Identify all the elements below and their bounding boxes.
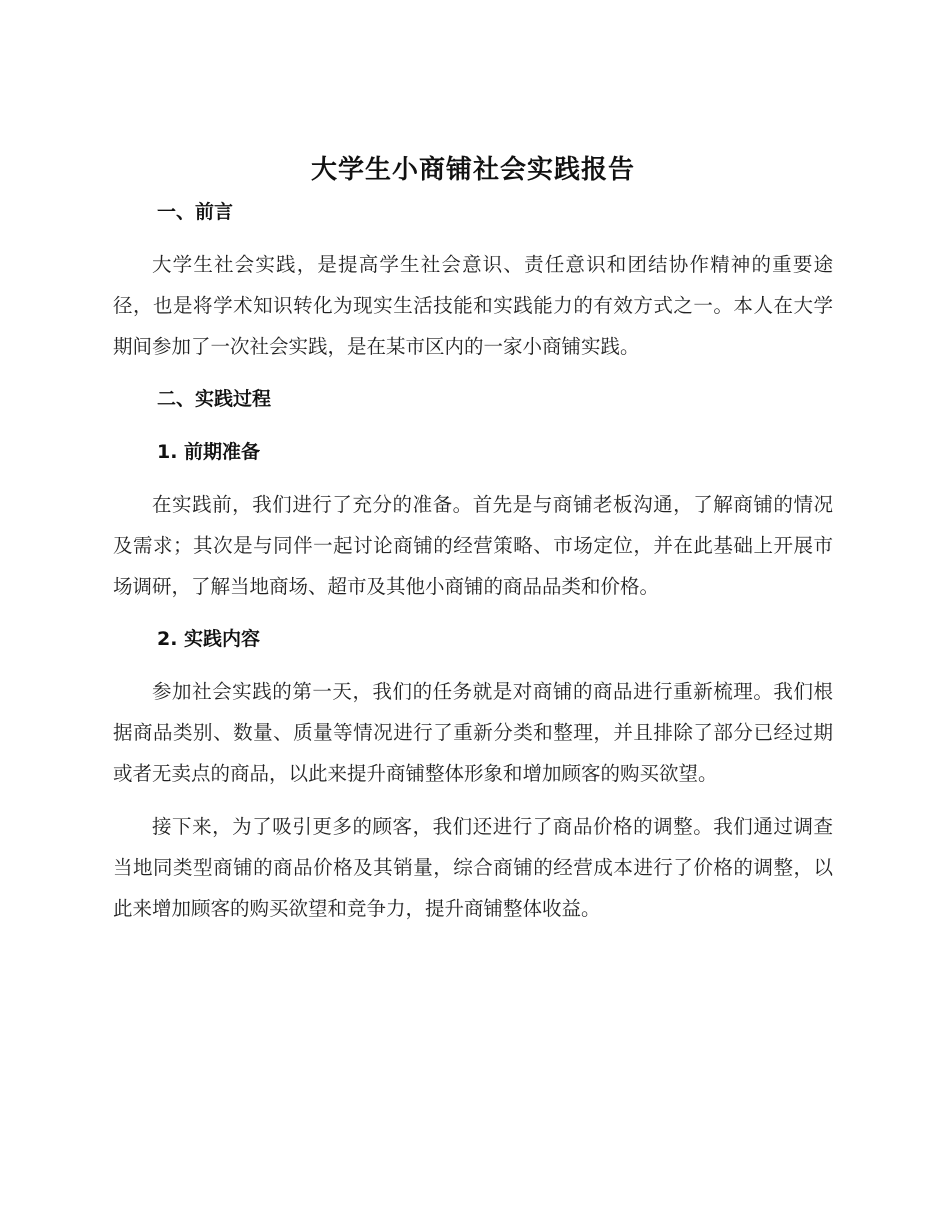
paragraph-content-2: 接下来，为了吸引更多的顾客，我们还进行了商品价格的调整。我们通过调查当地同类型商铺的商品价格及其销量，综合商铺的经营成本进行了价格的调整，以此来增加顾客的购买欲望和竞争力，提升商铺整体收益。: [113, 815, 833, 920]
subsection-heading-preparation: 1. 前期准备: [157, 441, 261, 463]
document-title: 大学生小商铺社会实践报告: [310, 155, 635, 185]
paragraph-preparation: 在实践前，我们进行了充分的准备。首先是与商铺老板沟通，了解商铺的情况及需求；其次是与同伴一起讨论商铺的经营策略、市场定位，并在此基础上开展市场调研，了解当地商场、超市及其他小商铺的商品品类和价格。: [113, 493, 833, 598]
paragraph-preface: 大学生社会实践，是提高学生社会意识、责任意识和团结协作精神的重要途径，也是将学术知识转化为现实生活技能和实践能力的有效方式之一。本人在大学期间参加了一次社会实践，是在某市区内的一家小商铺实践。: [113, 253, 833, 358]
section-heading-preface: 一、前言: [157, 201, 234, 223]
paragraph-content-1: 参加社会实践的第一天，我们的任务就是对商铺的商品进行重新梳理。我们根据商品类别、数量、质量等情况进行了重新分类和整理，并且排除了部分已经过期或者无卖点的商品，以此来提升商铺整体形象和增加顾客的购买欲望。: [113, 680, 833, 785]
section-heading-practice-process: 二、实践过程: [157, 388, 272, 410]
document-page: [113, 148, 833, 929]
subsection-heading-content: 2. 实践内容: [157, 628, 261, 650]
